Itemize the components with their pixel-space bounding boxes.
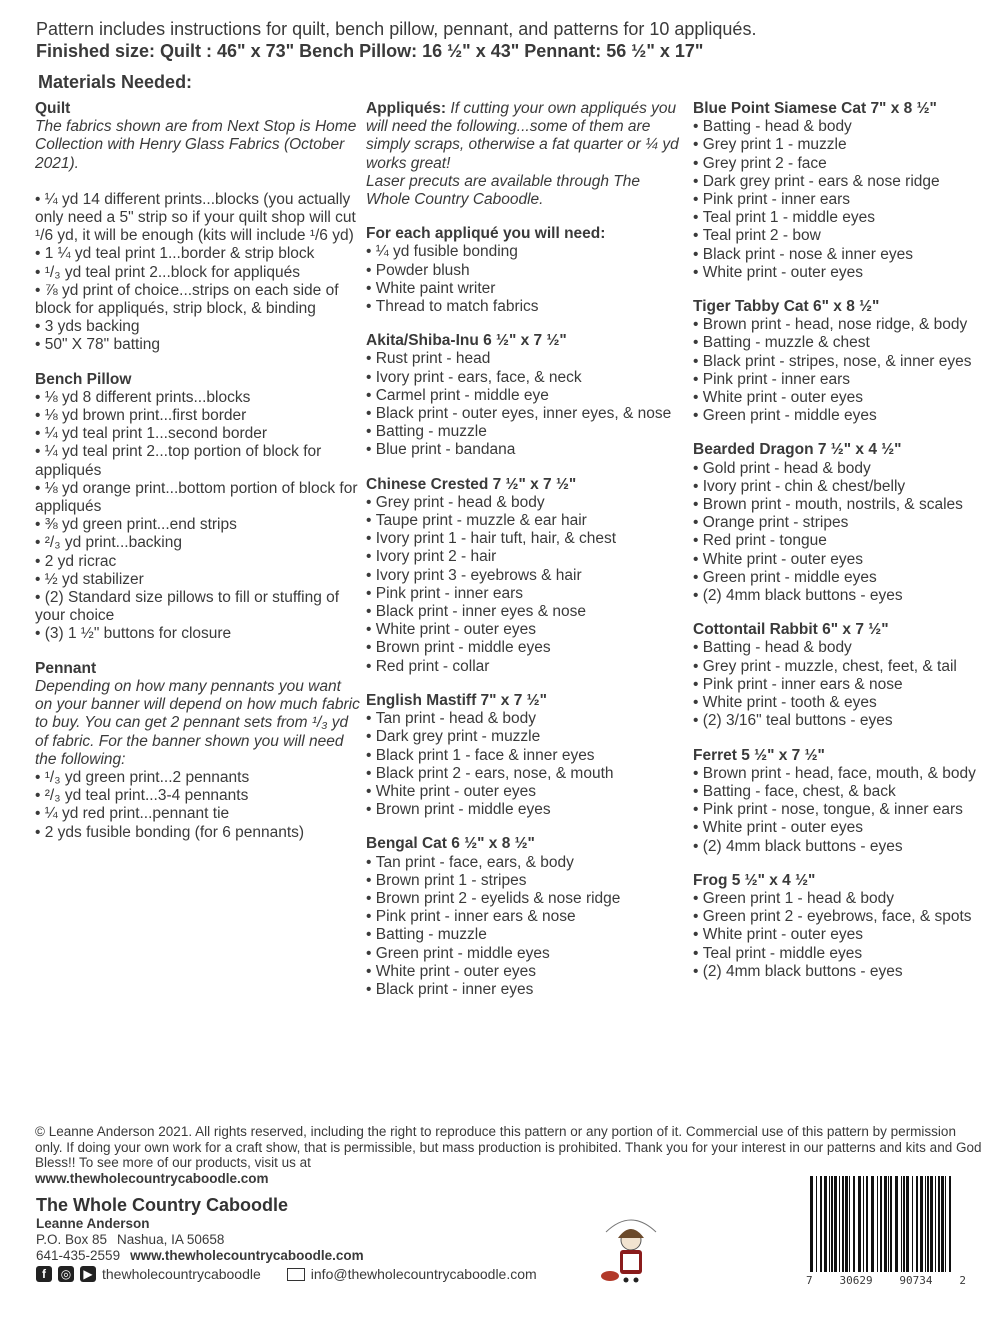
list-item: • ²/₃ yd teal print...3-4 pennants	[35, 787, 360, 805]
list-item: • Brown print - mouth, nostrils, & scales	[693, 496, 998, 514]
instagram-icon[interactable]: ◎	[58, 1266, 74, 1282]
barcode-bar	[810, 1176, 813, 1272]
section-title: Bengal Cat 6 ½" x 8 ½"	[366, 835, 535, 853]
phone-row	[36, 1248, 364, 1264]
barcode-numbers	[806, 1274, 966, 1287]
city: Nashua, IA 50658	[117, 1232, 225, 1247]
email[interactable]: info@thewholecountrycaboodle.com	[310, 1266, 537, 1282]
person-name: Leanne Anderson	[36, 1216, 150, 1231]
list-item: • (2) 3/16" teal buttons - eyes	[693, 712, 998, 730]
list-item: • Pink print - inner ears	[693, 371, 998, 389]
list-item: • Grey print - muzzle, chest, feet, & tail	[693, 658, 998, 676]
section-title: Appliqués:	[366, 100, 447, 117]
barcode-bar	[820, 1176, 822, 1272]
list-item: • Batting - muzzle	[366, 926, 686, 944]
mail-icon	[287, 1268, 305, 1281]
barcode-bar	[925, 1176, 926, 1272]
list-item: • ¼ yd 14 different prints...blocks (you actually only need a 5" strip so if your quilt shop will cut ¹/6 yd, it will be enough (kits will include ¹/6 yd)	[35, 191, 360, 246]
list-item: • Blue print - bandana	[366, 441, 686, 459]
section-title: Quilt	[35, 100, 71, 117]
barcode-bar	[935, 1176, 936, 1272]
barcode-digit: 30629	[839, 1274, 873, 1287]
barcode-bar	[816, 1176, 817, 1272]
list-item: • ²/₃ yd print...backing	[35, 534, 360, 552]
list-item: • ¹/₃ yd green print...2 pennants	[35, 769, 360, 787]
phone: 641-435-2559	[36, 1248, 121, 1263]
list-item: • (2) Standard size pillows to fill or stuffing of your choice	[35, 589, 360, 625]
barcode-bar	[849, 1176, 850, 1272]
barcode-bar	[927, 1176, 929, 1272]
footer-url[interactable]: www.thewholecountrycaboodle.com	[35, 1170, 269, 1186]
list-item: • ⅞ yd print of choice...strips on each side of block for appliqués, strip block, & binding	[35, 282, 360, 318]
po-box: P.O. Box 85	[36, 1232, 108, 1247]
list-item: • White print - outer eyes	[693, 551, 998, 569]
list-item: • Gold print - head & body	[693, 460, 998, 478]
list-item: • ¼ yd red print...pennant tie	[35, 805, 360, 823]
list-item: • Batting - muzzle & chest	[693, 334, 998, 352]
applique-section	[366, 835, 686, 999]
intro	[36, 18, 986, 62]
list-item: • Ivory print - chin & chest/belly	[693, 478, 998, 496]
applique-section	[693, 747, 998, 856]
column-right	[693, 100, 998, 997]
section-note: Depending on how many pennants you want on your banner will depend on how much fabric to buy. You can get 2 pennant sets from ¹/₃ yd of fabric. For the banner shown you will need the following:	[35, 677, 360, 768]
list-item: • Grey print - head & body	[366, 494, 686, 512]
barcode-bar	[880, 1176, 882, 1272]
social-row	[36, 1266, 537, 1282]
pillow-items	[35, 389, 360, 644]
list-item: • ⅛ yd 8 different prints...blocks	[35, 389, 360, 407]
barcode-bar	[858, 1176, 861, 1272]
list-item: • (2) 4mm black buttons - eyes	[693, 587, 998, 605]
applique-section	[693, 441, 998, 605]
social-handle[interactable]: thewholecountrycaboodle	[102, 1266, 261, 1282]
list-item: • Green print - middle eyes	[693, 569, 998, 587]
list-item: • Orange print - stripes	[693, 514, 998, 532]
list-item: • Ivory print 3 - eyebrows & hair	[366, 567, 686, 585]
list-item: • (3) 1 ½" buttons for closure	[35, 625, 360, 643]
precut-note: Laser precuts are available through The Whole Country Caboodle.	[366, 172, 640, 209]
list-item: • Ivory print - ears, face, & neck	[366, 369, 686, 387]
list-item: • Brown print 2 - eyelids & nose ridge	[366, 890, 686, 908]
list-item: • Pink print - inner ears	[366, 585, 686, 603]
list-item: • Black print - nose & inner eyes	[693, 246, 998, 264]
barcode-bar	[831, 1176, 833, 1272]
list-item: • Grey print 2 - face	[693, 155, 998, 173]
list-item: • ¼ yd teal print 1...second border	[35, 425, 360, 443]
section-title: Tiger Tabby Cat 6" x 8 ½"	[693, 298, 880, 316]
barcode-bar	[949, 1176, 951, 1272]
list-item: • Black print - stripes, nose, & inner eyes	[693, 353, 998, 371]
applique-section	[366, 332, 686, 459]
bench-pillow-section	[35, 371, 360, 644]
barcode-bar	[888, 1176, 889, 1272]
barcode-bar	[834, 1176, 837, 1272]
list-item: • White print - outer eyes	[693, 819, 998, 837]
list-item: • Teal print 2 - bow	[693, 227, 998, 245]
list-item: • White print - outer eyes	[366, 621, 686, 639]
pennant-items	[35, 769, 360, 842]
appliques-section	[366, 100, 686, 209]
list-item: • Dark grey print - ears & nose ridge	[693, 173, 998, 191]
barcode-bar	[839, 1176, 840, 1272]
barcode-digit: 90734	[899, 1274, 933, 1287]
applique-section	[693, 298, 998, 425]
list-item: • ⅜ yd green print...end strips	[35, 516, 360, 534]
list-item: • 2 yds fusible bonding (for 6 pennants)	[35, 824, 360, 842]
barcode-bar	[895, 1176, 898, 1272]
list-item: • Brown print - middle eyes	[366, 801, 686, 819]
list-item: • Powder blush	[366, 262, 686, 280]
list-item: • Green print 1 - head & body	[693, 890, 998, 908]
section-title: Blue Point Siamese Cat 7" x 8 ½"	[693, 100, 937, 117]
list-item: • Brown print - middle eyes	[366, 639, 686, 657]
list-item: • Thread to match fabrics	[366, 298, 686, 316]
list-item: • White print - outer eyes	[693, 389, 998, 407]
list-item: • Batting - face, chest, & back	[693, 783, 998, 801]
list-item: • Grey print 1 - muzzle	[693, 136, 998, 154]
list-item: • White print - outer eyes	[366, 783, 686, 801]
address-row	[36, 1232, 364, 1248]
list-item: • Black print - inner eyes & nose	[366, 603, 686, 621]
list-item: • Pink print - nose, tongue, & inner ears	[693, 801, 998, 819]
list-item: • Rust print - head	[366, 350, 686, 368]
section-note: If cutting your own appliqués you will need the following...some of them are simply scraps, otherwise a fat quarter or ¼ yd works great!	[366, 100, 679, 172]
list-item: • Brown print - head, face, mouth, & body	[693, 765, 998, 783]
barcode-bar	[920, 1176, 923, 1272]
barcode-bar	[941, 1176, 944, 1272]
section-title: Chinese Crested 7 ½" x 7 ½"	[366, 475, 577, 493]
barcode-bars	[806, 1176, 956, 1272]
applique-section	[366, 692, 686, 819]
list-item: • Black print - outer eyes, inner eyes, & nose	[366, 405, 686, 423]
barcode-bar	[853, 1176, 855, 1272]
list-item: • Batting - head & body	[693, 118, 998, 136]
section-title: Cottontail Rabbit 6" x 7 ½"	[693, 621, 889, 639]
list-item: • Red print - tongue	[693, 532, 998, 550]
barcode	[806, 1176, 966, 1288]
website[interactable]: www.thewholecountrycaboodle.com	[130, 1248, 364, 1263]
list-item: • Red print - collar	[366, 658, 686, 676]
quilt-section	[35, 100, 360, 355]
section-title: Pennant	[35, 659, 97, 677]
barcode-bar	[912, 1176, 913, 1272]
list-item: • Taupe print - muzzle & ear hair	[366, 512, 686, 530]
list-item: • (2) 4mm black buttons - eyes	[693, 838, 998, 856]
list-item: • ¹/₃ yd teal print 2...block for appliqués	[35, 264, 360, 282]
each-applique-section	[366, 225, 686, 316]
list-item: • White print - tooth & eyes	[693, 694, 998, 712]
materials-heading: Materials Needed:	[38, 72, 193, 92]
copyright-text: © Leanne Anderson 2021. All rights reserved, including the right to reproduce this pattern or any portion of it. Commercial use of this pattern by permission only. If doing your own work for a craft show, that is permissible, but mass production is prohibited. Thank you for your interest in our patterns and kits and God Bless!! To see more of our products, visit us at	[35, 1124, 982, 1170]
list-item: • Batting - head & body	[693, 639, 998, 657]
list-item: • Pink print - inner ears & nose	[693, 676, 998, 694]
col2-sections	[366, 332, 686, 999]
list-item: • Green print - middle eyes	[366, 945, 686, 963]
facebook-icon[interactable]: f	[36, 1266, 52, 1282]
section-note: The fabrics shown are from Next Stop is Home Collection with Henry Glass Fabrics (October 2021).	[35, 118, 357, 172]
barcode-bar	[930, 1176, 933, 1272]
barcode-bar	[871, 1176, 874, 1272]
list-item: • Brown print 1 - stripes	[366, 872, 686, 890]
youtube-icon[interactable]: ▶	[80, 1266, 96, 1282]
list-item: • Teal print - middle eyes	[693, 945, 998, 963]
barcode-bar	[938, 1176, 940, 1272]
list-item: • ⅛ yd orange print...bottom portion of block for appliqués	[35, 480, 360, 516]
list-item: • White print - outer eyes	[693, 264, 998, 282]
section-title: Bearded Dragon 7 ½" x 4 ½"	[693, 441, 902, 459]
list-item: • Pink print - inner ears & nose	[366, 908, 686, 926]
barcode-digit: 2	[959, 1274, 966, 1287]
barcode-bar	[906, 1176, 909, 1272]
list-item: • Batting - muzzle	[366, 423, 686, 441]
barcode-bar	[842, 1176, 844, 1272]
pennant-section	[35, 660, 360, 842]
contact-block	[36, 1216, 364, 1264]
list-item: • Ivory print 1 - hair tuft, hair, & chest	[366, 530, 686, 548]
applique-section	[693, 100, 998, 282]
barcode-digit: 7	[806, 1274, 813, 1287]
barcode-bar	[945, 1176, 946, 1272]
barcode-bar	[890, 1176, 892, 1272]
section-title: For each appliqué you will need:	[366, 225, 606, 243]
list-item: • Tan print - head & body	[366, 710, 686, 728]
list-item: • Pink print - inner ears	[693, 191, 998, 209]
logo-illustration	[596, 1210, 666, 1290]
list-item: • ¼ yd teal print 2...top portion of block for appliqués	[35, 443, 360, 479]
barcode-bar	[884, 1176, 887, 1272]
list-item: • Black print 1 - face & inner eyes	[366, 747, 686, 765]
each-items	[366, 243, 686, 316]
section-title: Bench Pillow	[35, 370, 132, 388]
column-middle	[366, 100, 686, 1015]
finished-size: Finished size: Quilt : 46" x 73" Bench Pillow: 16 ½" x 43" Pennant: 56 ½" x 17"	[36, 41, 704, 61]
list-item: • Black print 2 - ears, nose, & mouth	[366, 765, 686, 783]
list-item: • White paint writer	[366, 280, 686, 298]
list-item: • White print - outer eyes	[366, 963, 686, 981]
barcode-bar	[863, 1176, 864, 1272]
list-item: • Green print 2 - eyebrows, face, & spots	[693, 908, 998, 926]
list-item: • Black print - inner eyes	[366, 981, 686, 999]
section-title: Ferret 5 ½" x 7 ½"	[693, 746, 825, 764]
section-title: Frog 5 ½" x 4 ½"	[693, 871, 816, 889]
barcode-bar	[916, 1176, 918, 1272]
column-left	[35, 100, 360, 858]
barcode-bar	[866, 1176, 868, 1272]
list-item: • Brown print - head, nose ridge, & body	[693, 316, 998, 334]
barcode-bar	[901, 1176, 902, 1272]
list-item: • Dark grey print - muzzle	[366, 728, 686, 746]
section-title: Akita/Shiba-Inu 6 ½" x 7 ½"	[366, 332, 567, 350]
barcode-bar	[877, 1176, 878, 1272]
list-item: • White print - outer eyes	[693, 926, 998, 944]
list-item: • (2) 4mm black buttons - eyes	[693, 963, 998, 981]
list-item: • ½ yd stabilizer	[35, 571, 360, 589]
list-item: • 2 yd ricrac	[35, 553, 360, 571]
list-item: • ¼ yd fusible bonding	[366, 243, 686, 261]
section-title: English Mastiff 7" x 7 ½"	[366, 691, 547, 709]
list-item: • Green print - middle eyes	[693, 407, 998, 425]
barcode-bar	[824, 1176, 827, 1272]
col3-sections	[693, 100, 998, 981]
list-item: • Ivory print 2 - hair	[366, 548, 686, 566]
barcode-bar	[903, 1176, 905, 1272]
intro-summary: Pattern includes instructions for quilt, bench pillow, pennant, and patterns for 10 appliqués.	[36, 19, 757, 39]
list-item: • 50" X 78" batting	[35, 336, 360, 354]
barcode-bar	[845, 1176, 848, 1272]
list-item: • Carmel print - middle eye	[366, 387, 686, 405]
appliques-note	[366, 100, 686, 173]
list-item: • 3 yds backing	[35, 318, 360, 336]
quilt-items	[35, 191, 360, 355]
barcode-bar	[829, 1176, 830, 1272]
applique-section	[366, 476, 686, 676]
list-item: • Tan print - face, ears, & body	[366, 854, 686, 872]
applique-section	[693, 872, 998, 981]
list-item: • 1 ¼ yd teal print 1...border & strip block	[35, 245, 360, 263]
applique-section	[693, 621, 998, 730]
list-item: • Teal print 1 - middle eyes	[693, 209, 998, 227]
company-name: The Whole Country Caboodle	[36, 1195, 288, 1215]
list-item: • ⅛ yd brown print...first border	[35, 407, 360, 425]
